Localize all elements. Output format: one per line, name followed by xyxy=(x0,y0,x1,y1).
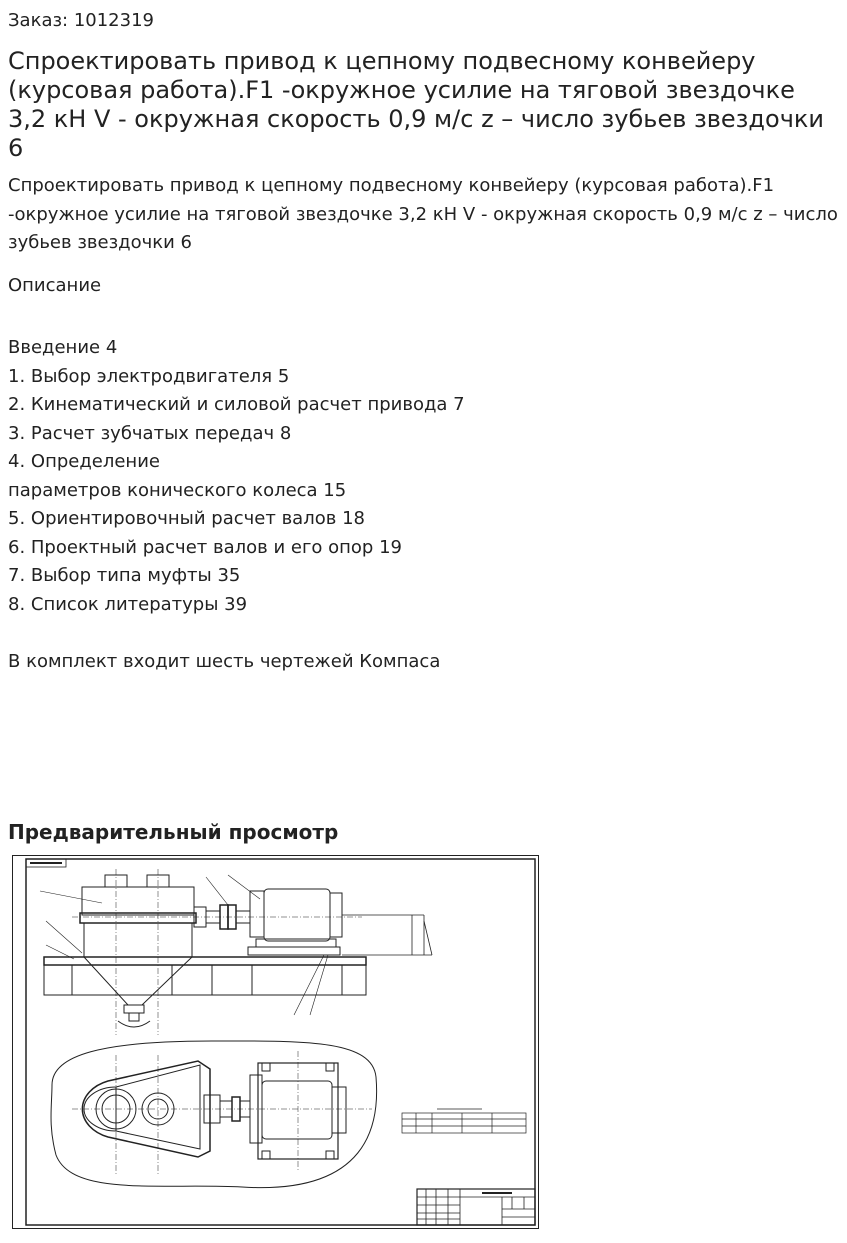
description-heading: Описание xyxy=(8,275,102,296)
toc-item: 3. Расчет зубчатых передач 8 xyxy=(8,422,292,444)
kit-note: В комплект входит шесть чертежей Компаса xyxy=(8,651,441,672)
toc-item: 2. Кинематический и силовой расчет привода 7 xyxy=(8,394,465,415)
plan-view xyxy=(51,1041,377,1188)
table-of-contents xyxy=(8,334,465,619)
toc-item: 8. Список литературы 39 xyxy=(8,593,248,615)
drawing-preview xyxy=(12,855,539,1229)
title-block xyxy=(417,1189,535,1225)
toc-item: параметров конического колеса 15 xyxy=(8,479,347,501)
toc-item: 5. Ориентировочный расчет валов 18 xyxy=(8,508,365,529)
page-title: Спроектировать привод к цепному подвесному конвейеру (курсовая работа).F1 -окружное усилие на тяговой звездочке 3,2 кН V - окружная скорость 0,9 м/с z – число зубьев звездочки 6 xyxy=(8,47,824,162)
toc-item: 4. Определение xyxy=(8,451,160,472)
intro-text: Спроектировать привод к цепному подвесному конвейеру (курсовая работа).F1 -окружное усилие на тяговой звездочке 3,2 кН V - окружная скорость 0,9 м/с z – число зубьев звездочки 6 xyxy=(8,175,838,253)
specs-table xyxy=(402,1109,526,1133)
sheet-inner-frame xyxy=(26,859,535,1225)
order-number: Заказ: 1012319 xyxy=(8,10,154,31)
preview-heading: Предварительный просмотр xyxy=(8,820,339,844)
toc-item: 7. Выбор типа муфты 35 xyxy=(8,565,241,586)
sheet-outer-frame xyxy=(13,856,539,1229)
toc-item: 1. Выбор электродвигателя 5 xyxy=(8,365,290,387)
toc-item: 6. Проектный расчет валов и его опор 19 xyxy=(8,536,402,558)
toc-item: Введение 4 xyxy=(8,337,118,358)
front-view xyxy=(40,869,432,1035)
